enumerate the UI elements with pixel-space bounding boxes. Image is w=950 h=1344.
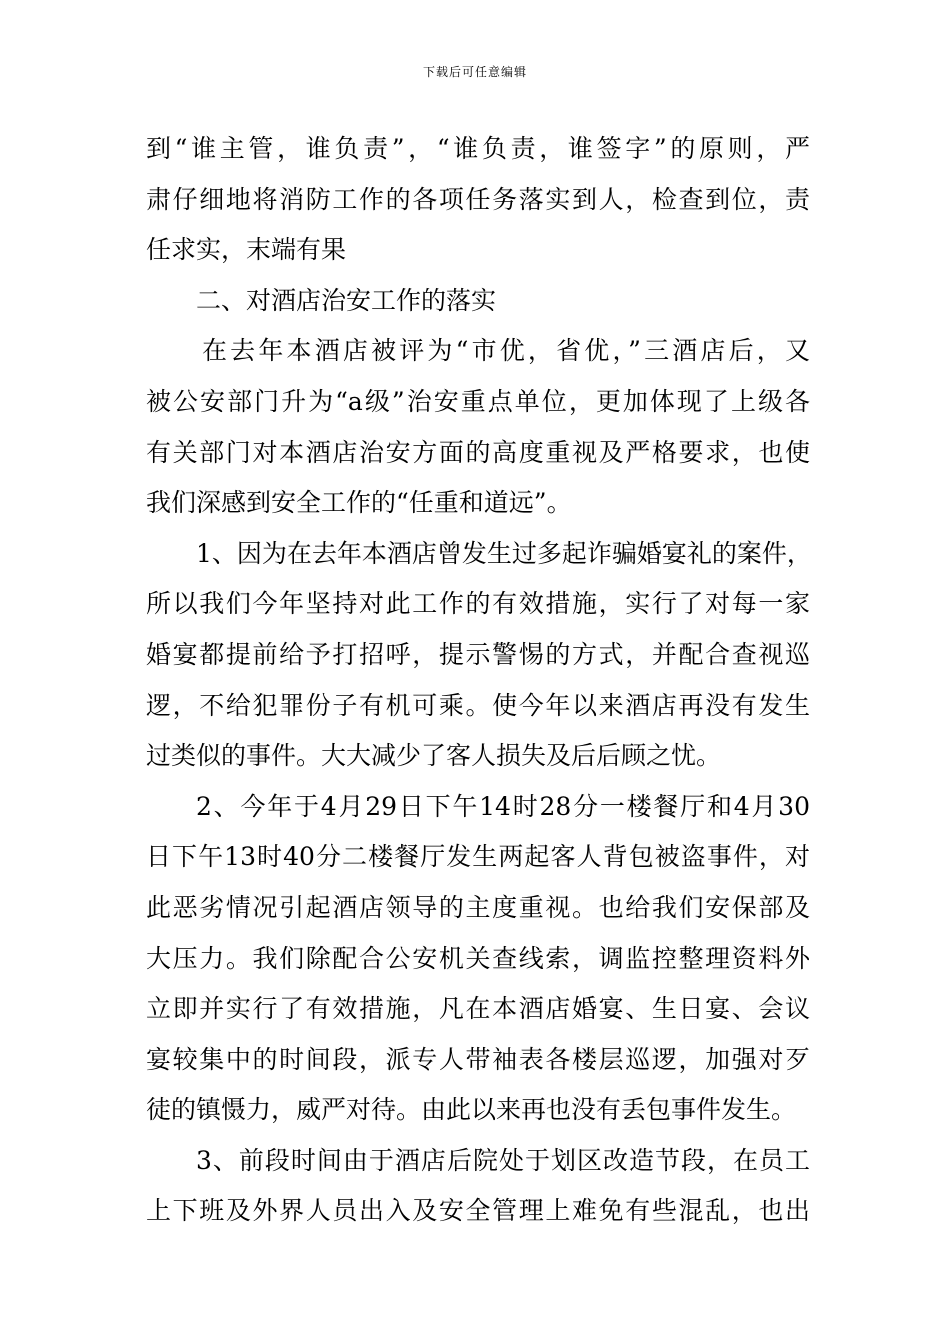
- text-line: 在去年本酒店被评为“市优，省优，”三酒店后，又: [202, 336, 810, 366]
- text-line: 肃仔细地将消防工作的各项任务落实到人，检查到位，责: [146, 184, 810, 214]
- text-line: 大压力。我们除配合公安机关查线索，调监控整理资料外: [146, 943, 810, 973]
- text-line: 婚宴都提前给予打招呼，提示警惕的方式，并配合查视巡: [146, 639, 810, 669]
- text-line: 逻，不给犯罪份子有机可乘。使今年以来酒店再没有发生: [146, 690, 810, 720]
- text-line: 被公安部门升为“a级”治安重点单位，更加体现了上级各: [146, 386, 810, 416]
- text-line: 我们深感到安全工作的“任重和道远”。: [146, 488, 572, 518]
- text-line: 日下午13时40分二楼餐厅发生两起客人背包被盗事件，对: [146, 842, 810, 872]
- text-line: 徒的镇慑力，威严对待。由此以来再也没有丢包事件发生。: [146, 1095, 797, 1125]
- text-line: 任求实，末端有果: [146, 235, 347, 265]
- text-line: 有关部门对本酒店治安方面的高度重视及严格要求，也使: [146, 437, 810, 467]
- text-line: 此恶劣情况引起酒店领导的主度重视。也给我们安保部及: [146, 892, 810, 922]
- page-header: 下载后可任意编辑: [422, 65, 527, 79]
- text-line: 3、前段时间由于酒店后院处于划区改造节段，在员工: [196, 1145, 810, 1175]
- text-line: 过类似的事件。大大减少了客人损失及后后顾之忧。: [146, 741, 722, 771]
- text-line: 二、对酒店治安工作的落实: [196, 285, 497, 315]
- text-line: 到“谁主管，谁负责”，“谁负责，谁签字”的原则，严: [146, 134, 810, 163]
- text-line: 1、因为在去年本酒店曾发生过多起诈骗婚宴礼的案件，: [196, 538, 812, 568]
- text-line: 2、今年于4月29日下午14时28分一楼餐厅和4月30: [196, 791, 810, 821]
- text-line: 上下班及外界人员出入及安全管理上难免有些混乱，也出: [146, 1196, 810, 1226]
- text-line: 宴较集中的时间段，派专人带袖表各楼层巡逻，加强对歹: [146, 1044, 810, 1074]
- document-body: [146, 124, 810, 1237]
- text-line: 立即并实行了有效措施，凡在本酒店婚宴、生日宴、会议: [146, 994, 810, 1024]
- text-line: 所以我们今年坚持对此工作的有效措施，实行了对每一家: [146, 589, 810, 619]
